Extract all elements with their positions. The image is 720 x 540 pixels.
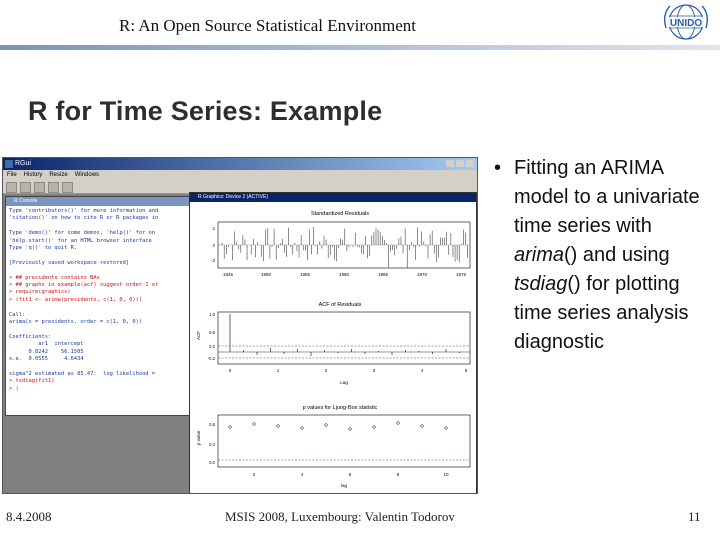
pvalue-point xyxy=(325,424,328,427)
console-line: s.e. 0.0555 4.6434 xyxy=(9,356,84,363)
plot2-frame xyxy=(218,312,470,364)
plot1-ytick: 2 xyxy=(212,226,215,231)
save-icon[interactable] xyxy=(20,182,31,193)
console-line: > tsdiag(fit1) xyxy=(9,378,55,385)
footer-author: MSIS 2008, Luxembourg: Valentin Todorov xyxy=(225,509,455,524)
plot3-xtick: 2 xyxy=(252,472,256,477)
diagnostic-plots xyxy=(190,202,476,492)
rgui-titlebar xyxy=(3,158,477,170)
console-line: sigma^2 estimated as 85.47: log likelihood = xyxy=(9,370,156,377)
console-line xyxy=(9,267,201,274)
console-line: Call: xyxy=(9,311,26,318)
window-controls xyxy=(446,160,474,167)
plot2-ylabel: ACF xyxy=(196,331,201,340)
menu-resize[interactable]: Resize xyxy=(49,172,68,178)
minimize-icon[interactable] xyxy=(446,160,454,167)
console-line: 'help.start()' for an HTML browser interface xyxy=(9,237,152,244)
plot2-xtick: 4 xyxy=(420,368,424,373)
plot2-ytick: 0.2 xyxy=(209,344,215,349)
rgui-menubar xyxy=(3,170,477,180)
pvalue-point xyxy=(373,426,376,429)
bullet-fn-arima: arima xyxy=(514,244,565,266)
page-number: 11 xyxy=(688,509,701,524)
bullet-lead: Fitting an ARIMA model to a univariate time series with xyxy=(514,157,700,237)
rgui-title: RGui xyxy=(15,160,31,167)
console-output xyxy=(6,206,204,395)
plot1-xtick: 1965 xyxy=(377,272,389,277)
console-line xyxy=(9,327,201,334)
unido-logo-icon xyxy=(660,2,712,42)
plot3-title: p values for Ljung-Box statistic xyxy=(302,405,378,411)
plot2-xtick: 0 xyxy=(228,368,232,373)
bullet-fn-tsdiag: tsdiag xyxy=(514,273,568,295)
r-graphics-window[interactable] xyxy=(189,192,477,494)
plot1-xtick: 1960 xyxy=(338,272,350,277)
plot3-frame xyxy=(218,415,470,467)
plot3-ytick: 0.4 xyxy=(209,442,215,447)
r-app-icon xyxy=(5,160,13,168)
paste-icon[interactable] xyxy=(48,182,59,193)
slide-title: R for Time Series: Example xyxy=(28,96,383,126)
bullet-mid: () and using xyxy=(564,244,670,266)
plot3-xtick: 6 xyxy=(348,472,352,477)
console-line xyxy=(9,364,201,371)
plot2-ytick: 1.0 xyxy=(209,312,215,317)
console-line: Type 'contributors()' for more information and xyxy=(9,208,159,214)
plot3-y-ticks xyxy=(209,422,215,465)
console-line: 'citation()' on how to cite R or R packages in xyxy=(9,215,159,222)
print-icon[interactable] xyxy=(62,182,73,193)
plot2-xtick: 5 xyxy=(464,368,468,373)
plot1-xtick: 1975 xyxy=(455,272,467,277)
console-line xyxy=(9,223,201,230)
console-line: ar1 intercept xyxy=(9,341,84,348)
plot1-xtick: 1950 xyxy=(260,272,272,277)
console-line: > require(graphics) xyxy=(9,289,71,296)
plot1-x-ticks xyxy=(223,272,467,277)
bullet-dot: • xyxy=(494,157,502,179)
logo-text: UNIDO xyxy=(669,18,703,29)
close-icon[interactable] xyxy=(466,160,474,167)
plot2-ytick: -0.2 xyxy=(207,356,215,361)
pvalue-point xyxy=(301,427,304,430)
footer-date: 8.4.2008 xyxy=(6,509,52,524)
plot2-xlabel: Lag xyxy=(340,380,348,385)
console-line: [Previously saved workspace restored] xyxy=(9,259,130,266)
plot1-xtick: 1970 xyxy=(416,272,428,277)
pvalue-point xyxy=(253,423,256,426)
plot1-xtick: 1955 xyxy=(299,272,311,277)
console-line: Type 'q()' to quit R. xyxy=(9,245,78,252)
plot2-xtick: 1 xyxy=(276,368,280,373)
plot3-xtick: 8 xyxy=(396,472,400,477)
open-icon[interactable] xyxy=(6,182,17,193)
pvalue-point xyxy=(397,422,400,425)
console-line: Type 'demo()' for some demos, 'help()' for on xyxy=(9,230,156,237)
plot2-y-ticks xyxy=(208,312,216,361)
plot2-xtick: 3 xyxy=(372,368,376,373)
plot1-ytick: -2 xyxy=(211,258,215,263)
plot3-points xyxy=(229,422,448,431)
r-console-title: R Console xyxy=(6,197,204,206)
r-console-window[interactable] xyxy=(5,196,205,416)
menu-windows[interactable]: Windows xyxy=(74,172,100,178)
console-line: > ## presidents contains NAs xyxy=(9,274,100,281)
plot2-xtick: 2 xyxy=(324,368,328,373)
plot3-ytick: 0.8 xyxy=(209,422,215,427)
bullet-tail: () for plotting time series analysis diagnostic xyxy=(514,273,689,353)
pvalue-point xyxy=(229,426,232,429)
plot1-xtick: 1945 xyxy=(222,272,234,277)
console-line: > ## graphs in example(acf) suggest order 1 or xyxy=(9,282,159,289)
r-graphics-title: R Graphics: Device 2 (ACTIVE) xyxy=(190,193,476,202)
pvalue-point xyxy=(277,425,280,428)
plot1-title: Standardized Residuals xyxy=(310,211,370,217)
pvalue-point xyxy=(349,428,352,431)
copy-icon[interactable] xyxy=(34,182,45,193)
rgui-screenshot xyxy=(2,157,478,494)
console-line: > (fit1 <- arima(presidents, c(1, 0, 0))) xyxy=(9,296,143,303)
plot3-x-ticks xyxy=(253,472,449,477)
plot2-title: ACF of Residuals xyxy=(318,302,362,308)
console-line: 0.8242 56.1505 xyxy=(9,348,84,355)
plot1-y-ticks xyxy=(211,226,215,263)
plot2-acf-bars xyxy=(230,314,460,356)
plot3-xtick: 10 xyxy=(443,472,449,477)
maximize-icon[interactable] xyxy=(456,160,464,167)
console-line: arima(x = presidents, order = c(1, 0, 0)) xyxy=(9,319,143,326)
pvalue-point xyxy=(421,425,424,428)
plot2-x-ticks xyxy=(229,368,468,373)
header-rule xyxy=(0,45,720,50)
plot3-xtick: 4 xyxy=(300,472,304,477)
menu-history[interactable]: History xyxy=(23,172,43,178)
console-line: > | xyxy=(9,385,19,392)
console-line xyxy=(9,252,201,259)
plot3-ylabel: p value xyxy=(196,430,201,445)
plot1-ytick: 0 xyxy=(212,243,215,248)
plot3-ytick: 0.0 xyxy=(209,460,215,465)
bullet-item xyxy=(514,154,712,357)
pvalue-point xyxy=(445,427,448,430)
plot3-xlabel: lag xyxy=(340,483,348,488)
plot2-ytick: 0.6 xyxy=(209,330,215,335)
console-line: Coefficients: xyxy=(9,333,52,340)
console-line xyxy=(9,304,201,311)
menu-file[interactable]: File xyxy=(7,172,17,178)
header-title: R: An Open Source Statistical Environment xyxy=(119,16,416,35)
plot1-residual-lines xyxy=(220,227,468,268)
